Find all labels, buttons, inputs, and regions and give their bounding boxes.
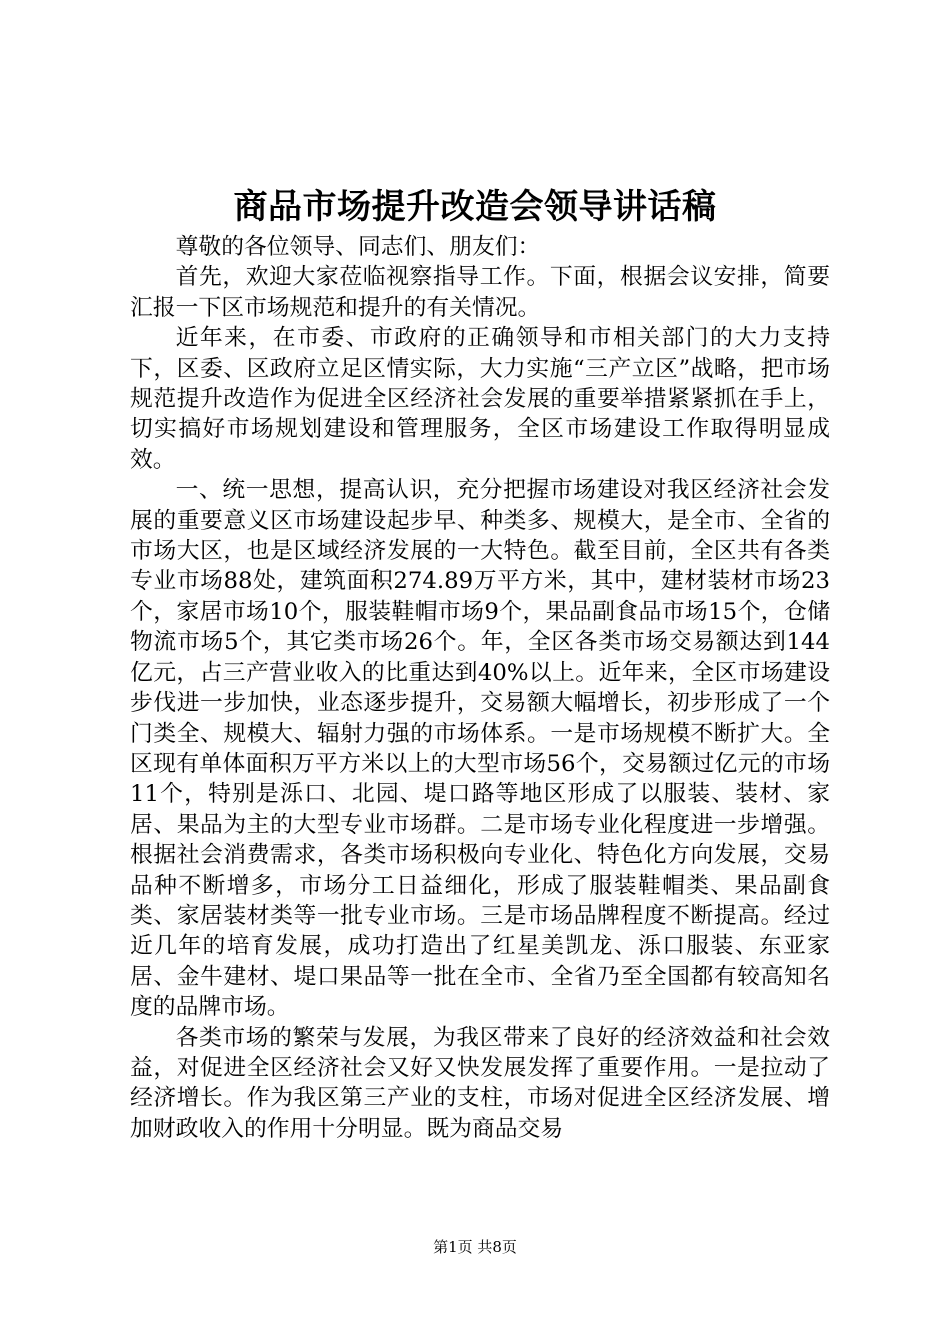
body-paragraph: 近年来，在市委、市政府的正确领导和市相关部门的大力支持下，区委、区政府立足区情实际，大力实施“三产立区”战略，把市场规范提升改造作为促进全区经济社会发展的重要举措紧紧抓在手上，切实搞好市场规划建设和管理服务，全区市场建设工作取得明显成效。 bbox=[130, 325, 830, 473]
salutation-paragraph: 尊敬的各位领导、同志们、朋友们： bbox=[175, 234, 541, 260]
page-number-footer: 第1页 共8页 bbox=[433, 1238, 517, 1256]
body-paragraph: 首先，欢迎大家莅临视察指导工作。下面，根据会议安排，简要汇报一下区市场规范和提升的有关情况。 bbox=[130, 264, 830, 321]
document-body bbox=[130, 232, 830, 1144]
body-paragraph: 各类市场的繁荣与发展，为我区带来了良好的经济效益和社会效益，对促进全区经济社会又好又快发展发挥了重要作用。一是拉动了经济增长。作为我区第三产业的支柱，市场对促进全区经济发展、增加财政收入的作用十分明显。既为商品交易 bbox=[130, 1024, 830, 1142]
page-title: 商品市场提升改造会领导讲话稿 bbox=[233, 187, 717, 227]
body-paragraph: 一、统一思想，提高认识，充分把握市场建设对我区经济社会发展的重要意义区市场建设起步早、种类多、规模大，是全市、全省的市场大区，也是区域经济发展的一大特色。截至目前，全区共有各类专业市场88处，建筑面积274.89万平方米，其中，建材装材市场23个，家居市场10个，服装鞋帽市场9个，果品副食品市场15个，仓储物流市场5个，其它类市场26个。年，全区各类市场交易额达到144亿元，占三产营业收入的比重达到40%以上。近年来，全区市场建设步伐进一步加快，业态逐步提升，交易额大幅增长，初步形成了一个门类全、规模大、辐射力强的市场体系。一是市场规模不断扩大。全区现有单体面积万平方米以上的大型市场56个，交易额过亿元的市场11个，特别是泺口、北园、堤口路等地区形成了以服装、装材、家居、果品为主的大型专业市场群。二是市场专业化程度进一步增强。根据社会消费需求，各类市场积极向专业化、特色化方向发展，交易品种不断增多，市场分工日益细化，形成了服装鞋帽类、果品副食类、家居装材类等一批专业市场。三是市场品牌程度不断提高。经过近几年的培育发展，成功打造出了红星美凯龙、泺口服装、东亚家居、金牛建材、堤口果品等一批在全市、全省乃至全国都有较高知名度的品牌市场。 bbox=[130, 477, 830, 1021]
